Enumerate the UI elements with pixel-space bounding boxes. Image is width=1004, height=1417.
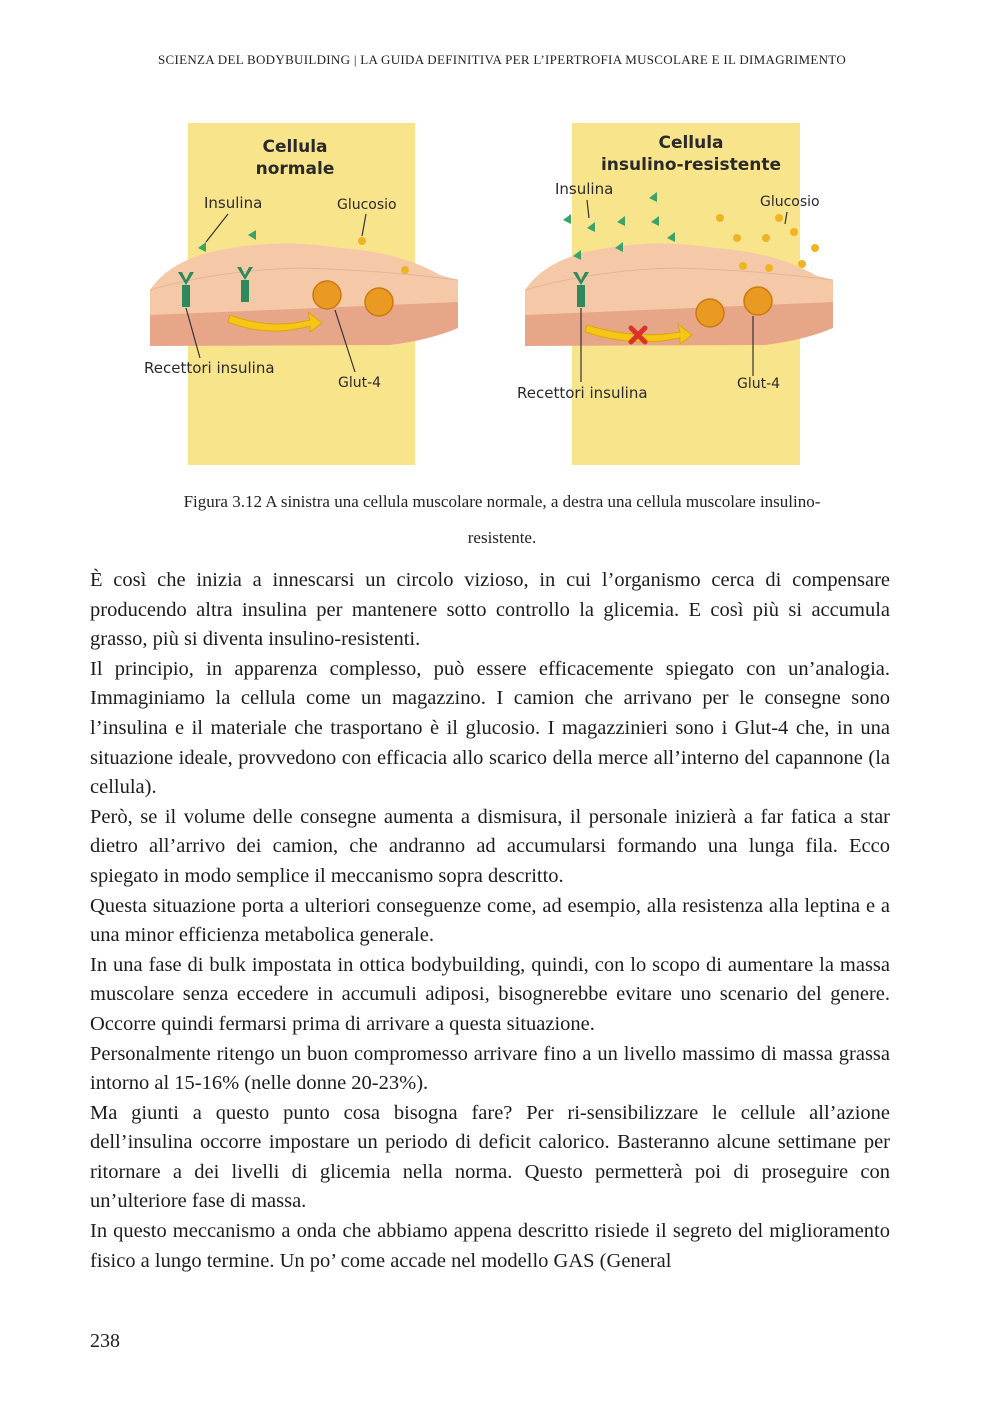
page-number: 238: [90, 1330, 120, 1352]
glucose-molecule: [358, 237, 366, 245]
paragraph: Ma giunti a questo punto cosa bisogna fare? Per ri-sensibilizzare le cellule all’azione dell’insulina occorre impostare un periodo di deficit calorico. Basteranno alcune settimane per ritornare a dei livelli di glicemia nella norma. Questo permetterà poi di proseguire con un’ulteriore fase di massa.: [90, 1101, 890, 1213]
label-insulin-receptors: Recettori insulina: [517, 384, 648, 402]
glucose-molecule: [401, 266, 409, 274]
glut4-transporter: [696, 299, 724, 327]
paragraph: In una fase di bulk impostata in ottica bodybuilding, quindi, con lo scopo di aumentare la massa muscolare senza eccedere in accumuli adiposi, bisognerebbe evitare uno scenario del genere. Occorre quindi fermarsi prima di arrivare a questa situazione.: [90, 953, 890, 1035]
label-glut4: Glut-4: [338, 375, 382, 391]
panel-title-line1: Cellula: [658, 133, 724, 153]
glut4-transporter: [313, 281, 341, 309]
label-insulin: Insulina: [204, 194, 263, 212]
diagram-insulin-resistant-cell: [515, 120, 845, 470]
paragraph: Però, se il volume delle consegne aumenta a dismisura, il personale inizierà a far fatica a star dietro all’arrivo dei camion, che andranno ad accumularsi formando una lunga fila. Ecco spiegato in modo semplice il meccanismo sopra descritto.: [90, 805, 890, 887]
figure-caption: [100, 484, 904, 556]
glut4-transporter: [365, 288, 393, 316]
body-text: [90, 566, 890, 1276]
label-insulin-receptors: Recettori insulina: [144, 359, 275, 377]
paragraph: Questa situazione porta a ulteriori conseguenze come, ad esempio, alla resistenza alla leptina e a una minor efficienza metabolica generale.: [90, 894, 890, 947]
paragraph: Personalmente ritengo un buon compromesso arrivare fino a un livello massimo di massa grassa intorno al 15-16% (nelle donne 20-23%).: [90, 1042, 890, 1095]
figure-3-12: [0, 120, 1004, 470]
panel-title-line1: Cellula: [262, 137, 328, 157]
label-glucose: Glucosio: [760, 194, 820, 210]
panel-title-line2: normale: [255, 159, 335, 179]
diagram-normal-cell: [140, 120, 470, 470]
label-insulin: Insulina: [555, 180, 614, 198]
label-glut4: Glut-4: [737, 376, 781, 392]
paragraph: È così che inizia a innescarsi un circolo vizioso, in cui l’organismo cerca di compensare producendo altra insulina per mantenere sotto controllo la glicemia. E così più si accumula grasso, più si diventa insulino-resistenti.: [90, 569, 890, 651]
label-glucose: Glucosio: [337, 197, 397, 213]
glut4-transporter: [744, 287, 772, 315]
panel-title-line2: insulino-resistente: [600, 155, 782, 175]
running-header: SCIENZA DEL BODYBUILDING | LA GUIDA DEFINITIVA PER L’IPERTROFIA MUSCOLARE E IL DIMAGRIMENTO: [157, 52, 847, 67]
caption-line-1: Figura 3.12 A sinistra una cellula muscolare normale, a destra una cellula muscolare insulino-: [183, 492, 821, 511]
paragraph: In questo meccanismo a onda che abbiamo appena descritto risiede il segreto del miglioramento fisico a lungo termine. Un po’ come accade nel modello GAS (General: [90, 1220, 890, 1272]
caption-line-2: resistente.: [467, 528, 537, 547]
paragraph: Il principio, in apparenza complesso, può essere efficacemente spiegato con un’analogia. Immaginiamo la cellula come un magazzino. I camion che arrivano per le consegne sono l’insulina e il materiale che trasportano è il glucosio. I magazzinieri sono i Glut-4 che, in una situazione ideale, provvedono con efficacia allo scarico della merce all’interno del capannone (la cellula).: [90, 657, 890, 799]
